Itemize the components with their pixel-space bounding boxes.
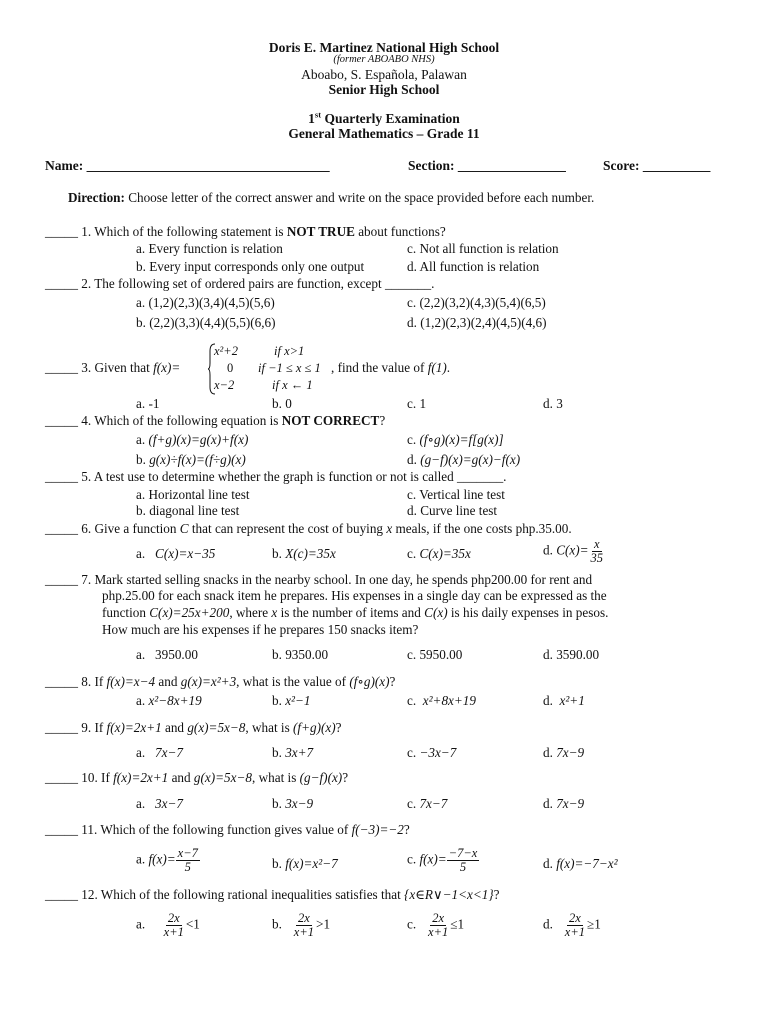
question-3: _____ 3. Given that f(x)= — [45, 360, 181, 375]
q1-option-d: d. All function is relation — [407, 259, 540, 274]
q8-option-c: c. x²+8x+19 — [407, 693, 476, 708]
q7-option-b: b. 9350.00 — [272, 647, 329, 662]
q12-option-c: c. $\frac{2x}{x+1}$ ≤1 — [407, 911, 465, 940]
q2-option-c: c. (2,2)(3,2)(4,3)(5,4)(6,5) — [407, 295, 546, 310]
question-11: _____ 11. Which of the following function gives value of f(−3)=−2? — [45, 822, 410, 837]
answer-blank[interactable]: _____ — [45, 469, 78, 484]
answer-blank[interactable]: _____ — [45, 720, 78, 735]
question-7-line-3: function C(x)=25x+200, where x is the number of items and C(x) is his daily expenses in pesos. — [102, 605, 609, 620]
q12-option-d: d. $\frac{2x}{x+1}$ ≥1 — [543, 911, 601, 940]
answer-blank[interactable]: _____ — [45, 521, 78, 536]
answer-blank[interactable]: _____ — [45, 276, 78, 291]
q6-option-c: c. C(x)=35x — [407, 546, 471, 561]
question-6: _____ 6. Give a function C that can represent the cost of buying x meals, if the one costs php.35.00. — [45, 521, 572, 536]
q9-option-b: b. 3x+7 — [272, 745, 314, 760]
question-4: _____ 4. Which of the following equation is NOT CORRECT? — [45, 413, 386, 428]
direction: Direction: Choose letter of the correct answer and write on the space provided before each number. — [68, 190, 595, 205]
q4-option-c: c. (f∘g)(x)=f[g(x)] — [407, 432, 504, 447]
q5-option-c: c. Vertical line test — [407, 487, 505, 502]
piecewise-cond-2: if −1 ≤ x ≤ 1 — [258, 361, 321, 375]
exam-title: 1st Quarterly Examination — [308, 109, 460, 126]
question-7: _____ 7. Mark started selling snacks in the nearby school. In one day, he spends php200.00 for rent and — [45, 572, 593, 587]
q6-option-a: a. C(x)=x−35 — [136, 546, 216, 561]
q12-option-a: a. $\frac{2x}{x+1}$ <1 — [136, 911, 200, 940]
school-level: Senior High School — [328, 82, 440, 97]
q4-option-b: b. g(x)÷f(x)=(f÷g)(x) — [136, 452, 246, 467]
q11-option-c: c. f(x)= $\frac{-7-x}{5}$ — [407, 846, 478, 875]
question-8: _____ 8. If f(x)=x−4 and g(x)=x²+3, what is the value of (f∘g)(x)? — [45, 674, 396, 689]
question-9: _____ 9. If f(x)=2x+1 and g(x)=5x−8, what is (f+g)(x)? — [45, 720, 342, 735]
q10-option-d: d. 7x−9 — [543, 796, 585, 811]
answer-blank[interactable]: _____ — [45, 770, 78, 785]
q6-option-b: b. X(c)=35x — [272, 546, 336, 561]
q6-option-d: d. C(x)= $\frac{x}{35}$ — [543, 537, 604, 566]
q10-option-b: b. 3x−9 — [272, 796, 314, 811]
q7-option-d: d. 3590.00 — [543, 647, 600, 662]
question-7-line-4: How much are his expenses if he prepares 150 snacks item? — [102, 622, 419, 637]
q2-option-d: d. (1,2)(2,3)(2,4)(4,5)(4,6) — [407, 315, 547, 330]
q12-option-b: b. $\frac{2x}{x+1}$ >1 — [272, 911, 331, 940]
answer-blank[interactable]: _____ — [45, 224, 78, 239]
q11-option-a: a. f(x)= $\frac{x-7}{5}$ — [136, 846, 198, 875]
q4-option-a: a. (f+g)(x)=g(x)+f(x) — [136, 432, 249, 447]
question-12: _____ 12. Which of the following rational inequalities satisfies that {x∈R∨−1<x<1}? — [45, 887, 500, 902]
q4-option-d: d. (g−f)(x)=g(x)−f(x) — [407, 452, 521, 467]
answer-blank[interactable]: _____ — [45, 413, 78, 428]
section-field[interactable]: Section: ________________ — [408, 158, 566, 173]
question-1: _____ 1. Which of the following statement is NOT TRUE about functions? — [45, 224, 446, 239]
piecewise-row-2: 0 — [227, 361, 234, 375]
q3-option-b: b. 0 — [272, 396, 292, 411]
q10-option-a: a. 3x−7 — [136, 796, 183, 811]
question-3-tail: , find the value of f(1). — [331, 360, 451, 375]
q3-option-a: a. -1 — [136, 396, 160, 411]
piecewise-cond-3: if x ← 1 — [272, 378, 313, 392]
q3-option-d: d. 3 — [543, 396, 563, 411]
q5-option-a: a. Horizontal line test — [136, 487, 250, 502]
q7-option-a: a. 3950.00 — [136, 647, 198, 662]
question-10: _____ 10. If f(x)=2x+1 and g(x)=5x−8, what is (g−f)(x)? — [45, 770, 349, 785]
answer-blank[interactable]: _____ — [45, 674, 78, 689]
q9-option-a: a. 7x−7 — [136, 745, 183, 760]
former-name: (former ABOABO NHS) — [333, 54, 435, 65]
q10-option-c: c. 7x−7 — [407, 796, 448, 811]
q8-option-d: d. x²+1 — [543, 693, 585, 708]
answer-blank[interactable]: _____ — [45, 360, 78, 375]
piecewise-cond-1: if x>1 — [274, 344, 305, 358]
q1-option-b: b. Every input corresponds only one output — [136, 259, 365, 274]
question-2: _____ 2. The following set of ordered pairs are function, except _______. — [45, 276, 435, 291]
q3-option-c: c. 1 — [407, 396, 427, 411]
q11-option-d: d. f(x)=−7−x² — [543, 856, 618, 871]
answer-blank[interactable]: _____ — [45, 822, 78, 837]
q9-option-c: c. −3x−7 — [407, 745, 457, 760]
q8-option-a: a. x²−8x+19 — [136, 693, 202, 708]
score-field[interactable]: Score: __________ — [603, 158, 711, 173]
q5-option-d: d. Curve line test — [407, 503, 498, 518]
answer-blank[interactable]: _____ — [45, 572, 78, 587]
q9-option-d: d. 7x−9 — [543, 745, 585, 760]
q1-option-a: a. Every function is relation — [136, 241, 283, 256]
exam-subject: General Mathematics – Grade 11 — [288, 126, 480, 141]
q2-option-a: a. (1,2)(2,3)(3,4)(4,5)(5,6) — [136, 295, 275, 310]
question-5: _____ 5. A test use to determine whether the graph is function or not is called _______. — [45, 469, 507, 484]
school-address: Aboabo, S. Española, Palawan — [301, 67, 467, 82]
piecewise-row-1: x²+2 — [214, 344, 238, 358]
q11-option-b: b. f(x)=x²−7 — [272, 856, 338, 871]
answer-blank[interactable]: _____ — [45, 887, 78, 902]
name-field[interactable]: Name: ____________________________________ — [45, 158, 330, 173]
piecewise-row-3: x−2 — [214, 378, 235, 392]
question-7-line-2: php.25.00 for each snack item he prepares. His expenses in a single day can be expressed as the — [102, 588, 607, 603]
school-name: Doris E. Martinez National High School — [268, 40, 500, 55]
q7-option-c: c. 5950.00 — [407, 647, 463, 662]
q2-option-b: b. (2,2)(3,3)(4,4)(5,5)(6,6) — [136, 315, 276, 330]
q1-option-c: c. Not all function is relation — [407, 241, 559, 256]
q8-option-b: b. x²−1 — [272, 693, 311, 708]
q5-option-b: b. diagonal line test — [136, 503, 240, 518]
